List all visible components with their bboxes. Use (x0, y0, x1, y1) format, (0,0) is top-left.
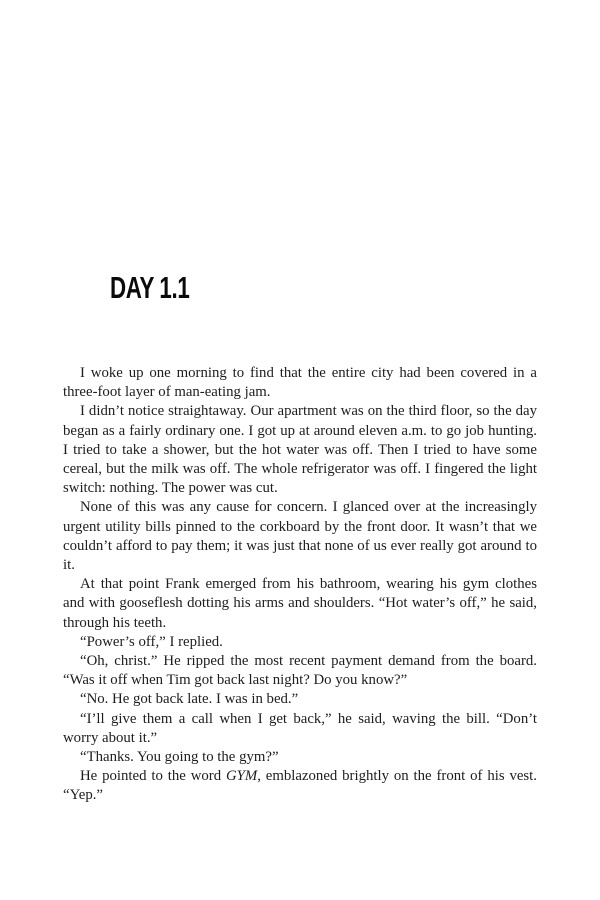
italic-word: GYM (225, 768, 258, 785)
paragraph: “I’ll give them a call when I get back,” he said, waving the bill. “Don’t worry about it.” (63, 710, 537, 746)
chapter-heading: DAY 1.1 (110, 270, 190, 305)
paragraph: At that point Frank emerged from his bathroom, wearing his gym clothes and with gooseflesh dotting his arms and shoulders. “Hot water’s off,” he said, through his teeth. (63, 576, 537, 631)
paragraph: “Oh, christ.” He ripped the most recent payment demand from the board. “Was it off when Tim got back last night? Do you know?” (63, 653, 537, 689)
paragraph: None of this was any cause for concern. I glanced over at the increasingly urgent utility bills pinned to the corkboard by the front door. It wasn’t that we couldn’t afford to pay them; it was just that none of us ever really got around to it. (63, 499, 537, 574)
paragraph: “Thanks. You going to the gym?” (80, 749, 279, 766)
paragraph: “Power’s off,” I replied. (80, 633, 223, 650)
paragraph: “No. He got back late. I was in bed.” (80, 691, 299, 708)
body-text (63, 364, 537, 806)
paragraph: I woke up one morning to find that the entire city had been covered in a three-foot layer of man-eating jam. (63, 365, 537, 401)
paragraph: He pointed to the word GYM, emblazoned brightly on the front of his vest. “Yep.” (63, 768, 537, 804)
paragraph: I didn’t notice straightaway. Our apartment was on the third floor, so the day began as a fairly ordinary one. I got up at around eleven a.m. to go job hunting. I tried to take a shower, but the hot water was off. Then I tried to have some cereal, but the milk was off. The whole refrigerator was off. I fingered the light switch: nothing. The power was cut. (63, 403, 537, 497)
